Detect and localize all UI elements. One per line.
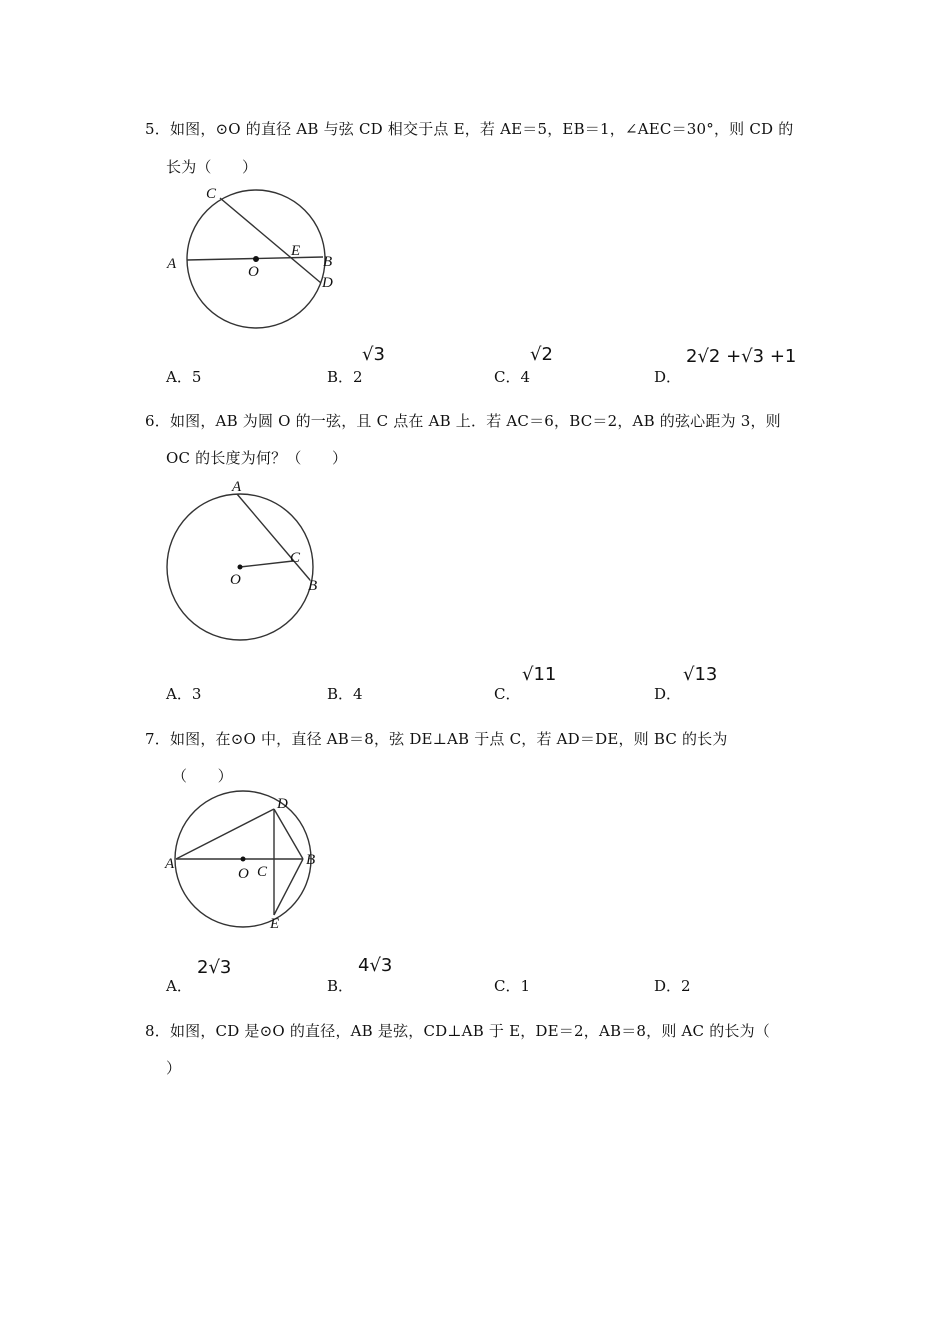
q7-option-a[interactable] xyxy=(166,976,192,996)
question-8-stem-line2: ） xyxy=(166,1059,182,1077)
label-b: B xyxy=(308,578,318,594)
q7-option-b-math: 4√3 xyxy=(358,955,393,976)
q5-option-b[interactable] xyxy=(327,367,363,387)
option-key: C． xyxy=(494,977,521,995)
question-5-stem-line1: 5．如图，⊙O 的直径 AB 与弦 CD 相交于点 E，若 AE＝5，EB＝1，∠AEC＝30°，则 CD 的 xyxy=(145,120,794,138)
q7-option-a-math: 2√3 xyxy=(197,957,232,978)
label-o: O xyxy=(248,264,259,280)
question-5-figure xyxy=(160,180,360,340)
question-7-stem-line2: （ ） xyxy=(172,767,233,785)
q6-option-d-math: √13 xyxy=(683,664,718,685)
option-key: D． xyxy=(654,685,682,703)
option-value: 4 xyxy=(520,368,531,386)
option-key: B． xyxy=(327,368,354,386)
q5-option-d[interactable] xyxy=(654,367,681,387)
label-e: E xyxy=(291,243,301,259)
label-d: D xyxy=(322,275,333,291)
option-key: A． xyxy=(166,368,192,386)
option-value: 1 xyxy=(520,977,531,995)
label-o: O xyxy=(238,866,249,882)
option-key: C． xyxy=(494,368,521,386)
q7-option-d[interactable] xyxy=(654,976,691,996)
label-a: A xyxy=(165,856,175,872)
chord-ab xyxy=(237,494,310,580)
q6-option-a[interactable] xyxy=(166,684,201,704)
q6-option-c-math: √11 xyxy=(522,664,557,685)
option-key: A． xyxy=(166,977,192,995)
option-key: D． xyxy=(654,368,682,386)
segment-db xyxy=(274,809,303,859)
label-c: C xyxy=(290,550,301,566)
q5-option-c[interactable] xyxy=(494,367,530,387)
option-key: B． xyxy=(327,685,354,703)
q5-option-d-math: 2√2 +√3 +1 xyxy=(686,346,797,367)
question-7-stem-line1: 7．如图，在⊙O 中，直径 AB＝8，弦 DE⊥AB 于点 C，若 AD＝DE，则 BC 的长为 xyxy=(145,730,728,748)
question-8-stem-line1: 8．如图，CD 是⊙O 的直径，AB 是弦，CD⊥AB 于 E，DE＝2，AB＝8，则 AC 的长为（ xyxy=(145,1022,770,1040)
label-c: C xyxy=(257,864,268,880)
label-o: O xyxy=(230,572,241,588)
option-key: A． xyxy=(166,685,192,703)
center-point-o xyxy=(238,565,243,570)
label-a: A xyxy=(232,479,242,495)
q5-option-c-math: √2 xyxy=(530,344,553,365)
label-d: D xyxy=(277,796,288,812)
q7-option-b[interactable] xyxy=(327,976,353,996)
option-value: 3 xyxy=(191,685,202,703)
option-value: 2 xyxy=(681,977,691,995)
q6-option-b[interactable] xyxy=(327,684,363,704)
q6-option-d[interactable] xyxy=(654,684,681,704)
question-7-figure xyxy=(160,790,340,935)
q5-option-a[interactable] xyxy=(166,367,201,387)
label-b: B xyxy=(306,852,316,868)
segment-be xyxy=(274,859,303,915)
question-5-stem-line2: 长为（ ） xyxy=(166,158,258,176)
q7-option-c[interactable] xyxy=(494,976,530,996)
label-e: E xyxy=(270,916,280,932)
option-key: C． xyxy=(494,685,521,703)
label-c: C xyxy=(206,186,217,202)
option-value: 2 xyxy=(353,368,363,386)
q6-option-c[interactable] xyxy=(494,684,520,704)
label-b: B xyxy=(323,254,333,270)
option-value: 4 xyxy=(353,685,363,703)
question-6-figure xyxy=(160,474,350,646)
q5-option-b-math: √3 xyxy=(362,344,385,365)
center-point-o xyxy=(241,857,246,862)
center-point-o xyxy=(253,256,259,262)
question-6-stem-line1: 6．如图，AB 为圆 O 的一弦，且 C 点在 AB 上．若 AC＝6，BC＝2，AB 的弦心距为 3，则 xyxy=(145,412,781,430)
option-key: B． xyxy=(327,977,354,995)
option-key: D． xyxy=(654,977,682,995)
question-6-stem-line2: OC 的长度为何？（ ） xyxy=(166,449,348,467)
label-a: A xyxy=(167,256,177,272)
segment-oc xyxy=(240,561,293,567)
option-value: 5 xyxy=(191,368,202,386)
